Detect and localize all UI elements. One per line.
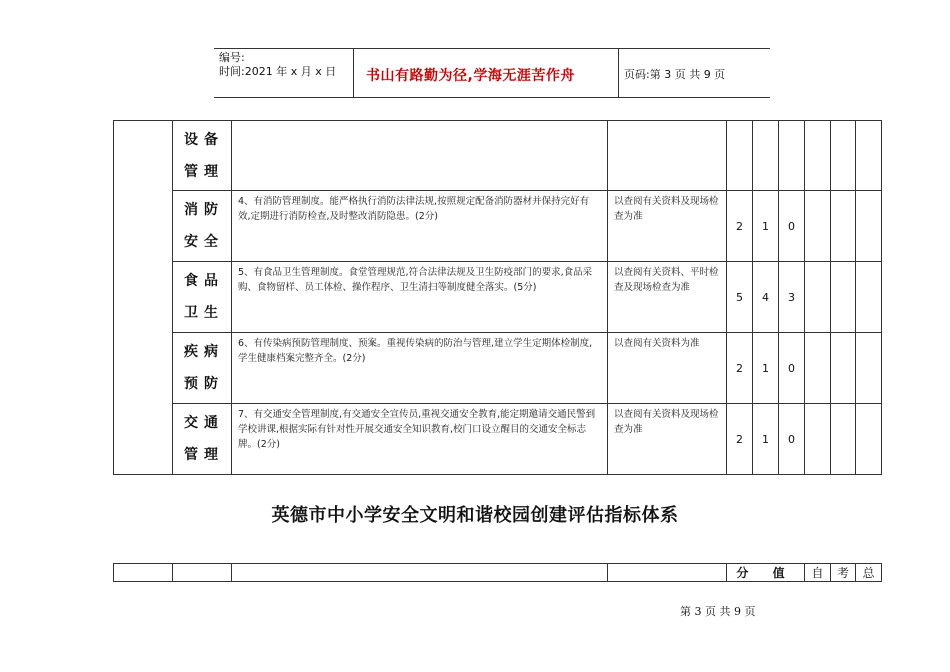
score-cell: 2 bbox=[727, 333, 753, 404]
criteria-content: 4、有消防管理制度。能严格执行消防法律法规,按照规定配备消防器材并保持完好有效,定期进行消防检查,及时整改消防隐患。(2分) bbox=[232, 191, 608, 262]
score-cell bbox=[856, 191, 882, 262]
score-cell bbox=[856, 262, 882, 333]
score-cell bbox=[831, 404, 856, 475]
score-cell: 0 bbox=[779, 404, 805, 475]
score-cell bbox=[831, 121, 856, 191]
assessment-method: 以查阅有关资料、平时检查及现场检查为准 bbox=[608, 262, 727, 333]
category-cell: 疾病 预防 bbox=[173, 333, 232, 404]
score-cell bbox=[856, 121, 882, 191]
score-cell bbox=[831, 262, 856, 333]
score-cell: 4 bbox=[753, 262, 779, 333]
document-date-label: 时间:2021 年 x 月 x 日 bbox=[219, 65, 337, 78]
table-row bbox=[114, 564, 882, 582]
score-cell bbox=[727, 121, 753, 191]
header-cell bbox=[114, 564, 173, 582]
header-cell bbox=[608, 564, 727, 582]
empty-category-cell bbox=[114, 121, 173, 475]
score-cell bbox=[856, 333, 882, 404]
category-cell: 消防 安全 bbox=[173, 191, 232, 262]
table-row bbox=[114, 191, 882, 262]
assessment-method: 以查阅有关资料及现场检查为准 bbox=[608, 191, 727, 262]
category-cell: 食品 卫生 bbox=[173, 262, 232, 333]
header-divider bbox=[353, 49, 354, 97]
score-cell bbox=[831, 191, 856, 262]
table-row bbox=[114, 121, 882, 191]
score-cell: 1 bbox=[753, 333, 779, 404]
category-cell: 交通 管理 bbox=[173, 404, 232, 475]
criteria-content: 5、有食品卫生管理制度。食堂管理规范,符合法律法规及卫生防疫部门的要求,食品采购、食物留样、员工体检、操作程序、卫生清扫等制度健全落实。(5分) bbox=[232, 262, 608, 333]
assessment-method: 以查阅有关资料及现场检查为准 bbox=[608, 404, 727, 475]
score-cell bbox=[805, 121, 831, 191]
criteria-table-header bbox=[113, 563, 882, 582]
header-divider bbox=[618, 49, 619, 97]
document-id-label: 编号: bbox=[219, 51, 245, 64]
document-title: 英德市中小学安全文明和谐校园创建评估指标体系 bbox=[271, 505, 679, 526]
score-cell: 2 bbox=[727, 404, 753, 475]
header-page-number: 页码:第 3 页 共 9 页 bbox=[624, 68, 726, 81]
criteria-content bbox=[232, 121, 608, 191]
score-cell: 1 bbox=[753, 191, 779, 262]
criteria-table bbox=[113, 120, 882, 475]
assessment-method bbox=[608, 121, 727, 191]
score-cell bbox=[856, 404, 882, 475]
criteria-content: 6、有传染病预防管理制度、预案。重视传染病的防治与管理,建立学生定期体检制度,学生健康档案完整齐全。(2分) bbox=[232, 333, 608, 404]
header-cell bbox=[173, 564, 232, 582]
score-cell: 3 bbox=[779, 262, 805, 333]
assessment-method: 以查阅有关资料为准 bbox=[608, 333, 727, 404]
page-footer: 第 3 页 共 9 页 bbox=[680, 605, 756, 618]
criteria-content: 7、有交通安全管理制度,有交通安全宣传员,重视交通安全教育,能定期邀请交通民警到学校讲课,根据实际有针对性开展交通安全知识教育,校门口设立醒目的交通安全标志牌。(2分) bbox=[232, 404, 608, 475]
score-cell bbox=[805, 333, 831, 404]
header-motto: 书山有路勤为径,学海无涯苦作舟 bbox=[366, 68, 575, 84]
score-cell bbox=[779, 121, 805, 191]
score-cell: 0 bbox=[779, 333, 805, 404]
score-cell bbox=[805, 262, 831, 333]
total-header: 总 bbox=[856, 564, 882, 582]
score-cell: 5 bbox=[727, 262, 753, 333]
score-header: 分 值 bbox=[727, 564, 805, 582]
self-assessment-header: 自 bbox=[805, 564, 831, 582]
score-cell bbox=[805, 404, 831, 475]
header-cell bbox=[232, 564, 608, 582]
score-cell: 2 bbox=[727, 191, 753, 262]
score-cell bbox=[831, 333, 856, 404]
category-cell: 设备 管理 bbox=[173, 121, 232, 191]
table-row bbox=[114, 333, 882, 404]
score-cell: 1 bbox=[753, 404, 779, 475]
score-cell bbox=[805, 191, 831, 262]
table-row bbox=[114, 262, 882, 333]
score-cell: 0 bbox=[779, 191, 805, 262]
exam-header: 考 bbox=[831, 564, 856, 582]
table-row bbox=[114, 404, 882, 475]
score-cell bbox=[753, 121, 779, 191]
page-header bbox=[214, 48, 770, 98]
